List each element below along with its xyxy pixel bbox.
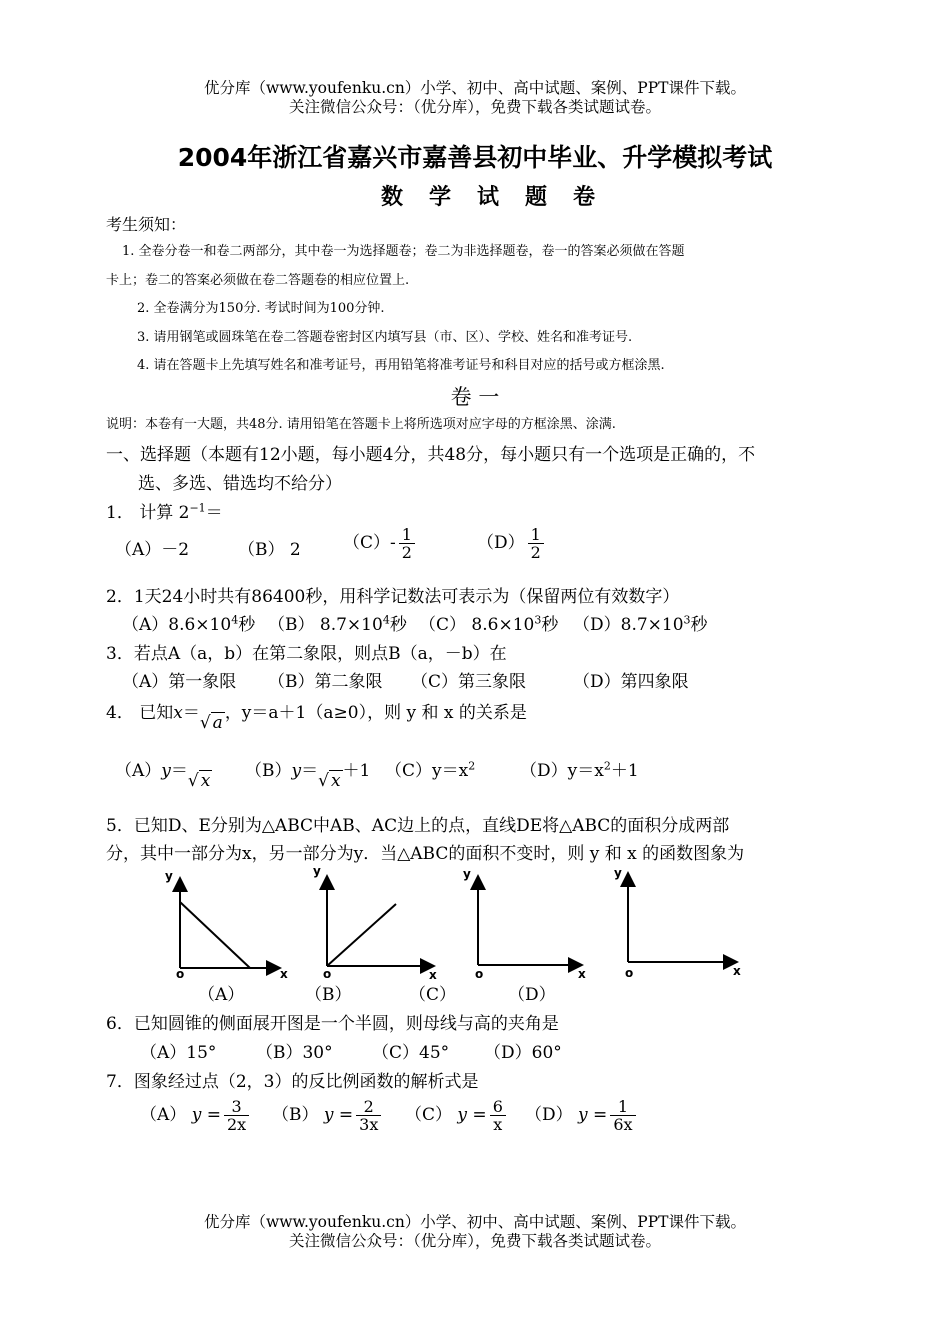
page-subtitle: 数学试题卷 [380,185,621,210]
graph-b-origin: o [323,967,332,981]
q7-d-yeq: y = [578,1105,608,1125]
q4-stem-mid: ，y＝a＋1（a≥0），则 y 和 x 的关系是 [224,703,527,723]
section-a: 一、选择题（本题有12小题，每小题4分，共48分，每小题只有一个选项是正确的，不 [106,445,756,465]
q1-option-a: （A）－2 [115,540,190,560]
graph-c [478,878,580,965]
q1-option-b: （B） 2 [238,540,301,560]
graph-d [628,875,735,962]
graph-a-line [180,902,250,968]
part1-title: 卷 一 [450,385,500,409]
q4-eq: ＝ [182,703,200,723]
graph-a-y-label: y [165,869,173,883]
footer-line-1: 优分库（www.youfenku.cn）小学、初中、高中试题、案例、PPT课件下载。 [203,1213,747,1231]
q1-c-fraction [399,526,415,561]
q4-a-label: （A） [115,761,162,781]
q7-c-den: x [493,1115,503,1134]
q2-c-unit: 秒 [541,615,559,635]
q2-option-d [573,610,708,635]
q2-option-a [122,610,255,635]
q1-stem [106,498,223,523]
notice-item-3: 3. 请用钢笔或圆珠笔在卷二答题卷密封区内填写县（市、区）、学校、姓名和准考证号. [137,330,633,345]
graph-a [180,880,278,968]
q4-sqrt-a-rad: a [212,713,223,733]
q1-d-fraction [528,526,544,561]
q7-a-num: 3 [224,1098,249,1116]
notice-item-2: 2. 全卷满分为150分. 考试时间为100分钟. [137,301,385,316]
q2-d-exp: 3 [683,613,691,627]
q7-c-num: 6 [490,1098,506,1116]
q7-d-den: 6x [613,1115,633,1134]
q7-d-num: 1 [610,1098,635,1116]
q7-option-c [405,1098,509,1133]
q4-b-eq: ＝ [301,761,319,781]
page-title: 2004年浙江省嘉兴市嘉善县初中毕业、升学模拟考试 [177,143,773,172]
q4-option-b [245,756,370,791]
graph-c-origin: o [475,967,484,981]
q2-a-unit: 秒 [238,615,256,635]
q4-b-plus1: ＋1 [342,761,371,781]
q3-option-d: （D）第四象限 [573,672,689,692]
q5-label-d: （D） [508,985,556,1005]
q2-a-exp: 4 [231,613,239,627]
q4-a-y: y [161,761,171,781]
q7-a-label: （A） [140,1105,187,1125]
graph-b-x-label: x [429,968,437,982]
graph-b [327,878,432,966]
q5-label-b: （B） [305,985,352,1005]
q5-line-2: 分，其中一部分为x，另一部分为y．当△ABC的面积不变时，则 y 和 x 的函数图象为 [106,844,745,864]
q7-b-label: （B） [272,1105,319,1125]
q4-b-sqrt-rad: x [330,771,341,791]
q5-label-a: （A） [198,985,245,1005]
notice-heading: 考生须知： [106,215,187,234]
q1-c-sign: - [390,533,396,553]
notice-item-1b: 卡上；卷二的答案必须做在卷二答题卷的相应位置上. [106,273,410,288]
header-line-1: 优分库（www.youfenku.cn）小学、初中、高中试题、案例、PPT课件下载。 [203,79,747,97]
q7-a-den: 2x [226,1115,247,1134]
q7-d-label: （D） [525,1105,573,1125]
q2-b-unit: 秒 [389,615,407,635]
q2-c-text: （C） 8.6×10 [419,615,535,635]
graph-d-origin: o [625,966,634,980]
q1-d-num: 1 [528,526,544,544]
q7-option-d [525,1098,639,1133]
q7-stem: 7．图象经过点（2，3）的反比例函数的解析式是 [106,1072,479,1092]
q4-option-a [115,756,212,791]
q6-option-d: （D）60° [484,1043,562,1063]
q4-x: x [173,703,183,723]
q2-d-unit: 秒 [690,615,708,635]
q4-a-sqrt-rad: x [200,771,211,791]
q2-option-c [419,610,558,635]
q1-c-label: （C） [343,533,391,553]
q1-exp: −1 [189,501,206,515]
q3-stem: 3．若点A（a，b）在第二象限，则点B（a，－b）在 [106,644,507,664]
section-b: 选、多选、错选均不给分） [138,474,342,494]
q7-option-b [272,1098,384,1133]
header-line-2: 关注微信公众号：（优分库），免费下载各类试题试卷。 [288,98,661,116]
q7-d-fraction [610,1098,635,1133]
q4-a-eq: ＝ [170,761,188,781]
q6-option-b: （B）30° [256,1043,333,1063]
q5-line-1: 5．已知D、E分别为△ABC中AB、AC边上的点，直线DE将△ABC的面积分成两部 [106,816,730,836]
q1-c-num: 1 [399,526,415,544]
q7-b-yeq: y = [323,1105,354,1125]
q5-label-c: （C） [409,985,457,1005]
graph-b-y-label: y [313,864,321,878]
q6-option-a: （A）15° [140,1043,217,1063]
q2-stem: 2．1天24小时共有86400秒，用科学记数法可表示为（保留两位有效数字） [106,587,680,607]
part1-desc: 说明：本卷有一大题，共48分. 请用铅笔在答题卡上将所选项对应字母的方框涂黑、涂满. [106,417,616,432]
graph-c-x-label: x [578,967,586,981]
q2-option-b [268,610,407,635]
q4-stem [106,698,527,733]
q7-b-num: 2 [356,1098,381,1116]
footer-line-2: 关注微信公众号：（优分库），免费下载各类试题试卷。 [288,1232,661,1250]
q2-b-exp: 4 [382,613,390,627]
q4-d-text: （D）y＝x [520,761,604,781]
q4-d-tail: ＋1 [610,761,639,781]
graph-c-y-label: y [463,867,471,881]
q1-stem-text: 1． 计算 2 [106,503,190,523]
q1-eq: ＝ [205,503,223,523]
q4-option-d [520,756,639,781]
q7-c-label: （C） [405,1105,453,1125]
q1-option-d [477,526,547,561]
q4-c-text: （C）y＝x [385,761,469,781]
q1-d-den: 2 [530,543,541,562]
q6-option-c: （C）45° [372,1043,450,1063]
q4-sqrt-a: √ a [199,713,223,733]
q2-a-text: （A）8.6×10 [122,615,232,635]
q7-b-fraction [356,1098,381,1133]
notice-item-1a: 1. 全卷分卷一和卷二两部分，其中卷一为选择题卷；卷二为非选择题卷，卷一的答案必须做在答题 [122,244,685,259]
q6-stem: 6．已知圆锥的侧面展开图是一个半圆，则母线与高的夹角是 [106,1014,559,1034]
q7-a-yeq: y = [191,1105,221,1125]
q4-d-exp: 2 [603,759,611,773]
q4-b-sqrt: √ x [318,771,341,791]
q7-option-a [140,1098,252,1133]
q3-option-a: （A）第一象限 [122,672,237,692]
q1-c-den: 2 [401,543,412,562]
q1-d-label: （D） [477,533,525,553]
graph-a-origin: o [176,967,185,981]
q4-c-exp: 2 [468,759,476,773]
graph-d-x-label: x [733,964,741,978]
q7-a-fraction [224,1098,249,1133]
q3-option-b: （B）第二象限 [268,672,383,692]
q7-c-fraction [490,1098,506,1133]
graph-a-x-label: x [280,967,288,981]
q1-option-c [343,526,418,561]
q3-option-c: （C）第三象限 [411,672,527,692]
q4-option-c [385,756,475,781]
q2-b-text: （B） 8.7×10 [268,615,383,635]
q7-b-den: 3x [359,1115,379,1134]
q4-stem-pre: 4． 已知 [106,703,174,723]
q7-c-yeq: y = [457,1105,487,1125]
q4-b-label: （B） [245,761,292,781]
notice-item-4: 4. 请在答题卡上先填写姓名和准考证号，再用铅笔将准考证号和科目对应的括号或方框涂黑. [137,358,665,373]
graph-d-y-label: y [614,866,622,880]
q4-a-sqrt: √ x [187,771,211,791]
q2-d-text: （D）8.7×10 [573,615,684,635]
q4-b-y: y [291,761,302,781]
graph-b-line [327,904,396,966]
q2-c-exp: 3 [534,613,542,627]
